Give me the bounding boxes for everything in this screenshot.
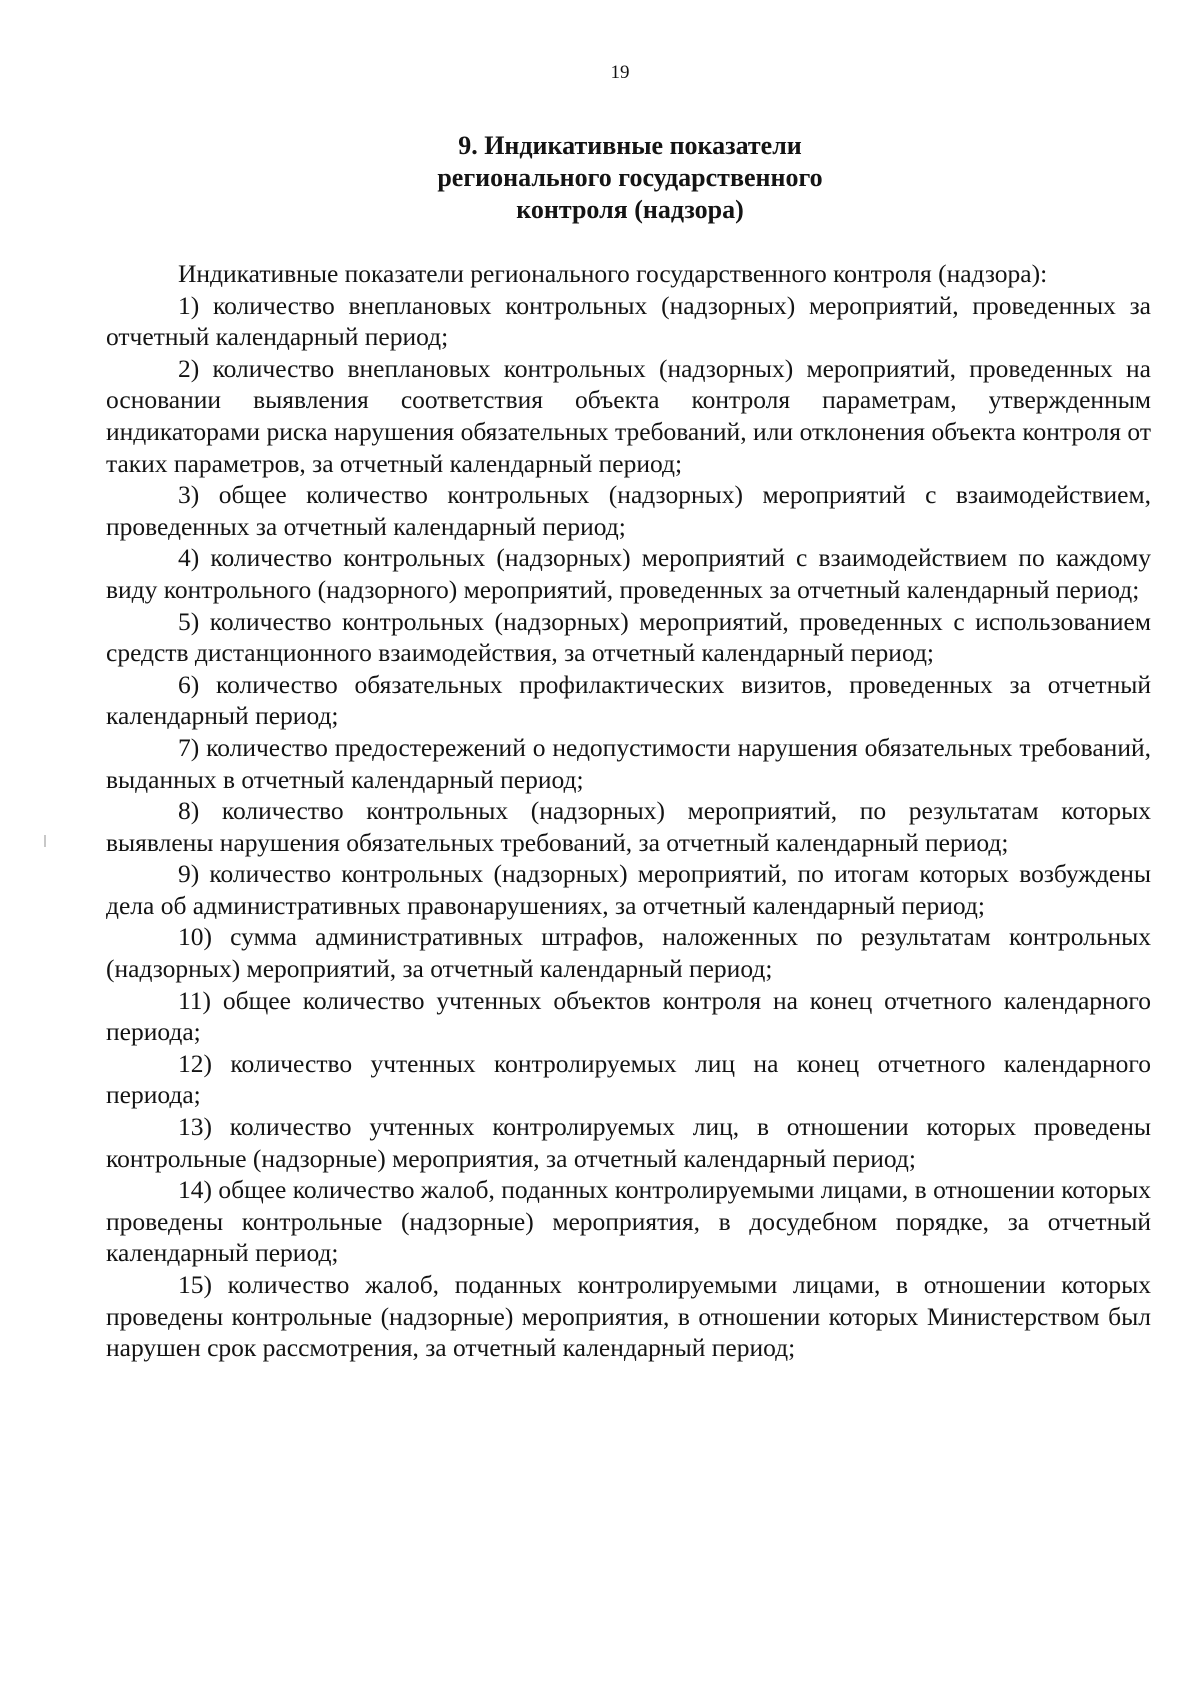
indicator-item-1: 1) количество внеплановых контрольных (надзорных) мероприятий, проведенных за отчетный календарный период; (106, 290, 1151, 352)
indicator-item-13: 13) количество учтенных контролируемых лиц, в отношении которых проведены контрольные (надзорные) мероприятия, за отчетный календарный период; (106, 1112, 1151, 1173)
document-body (106, 258, 1151, 1364)
intro-paragraph: Индикативные показатели регионального государственного контроля (надзора): (178, 259, 1048, 288)
indicator-item-10: 10) сумма административных штрафов, наложенных по результатам контрольных (надзорных) мероприятий, за отчетный календарный период; (106, 922, 1151, 984)
indicator-item-8: 8) количество контрольных (надзорных) мероприятий, по результатам которых выявлены нарушения обязательных требований, за отчетный календарный период; (106, 796, 1151, 857)
indicator-item-7: 7) количество предостережений о недопустимости нарушения обязательных требований, выданных в отчетный календарный период; (106, 732, 1151, 794)
indicator-item-4: 4) количество контрольных (надзорных) мероприятий с взаимодействием по каждому виду контрольного (надзорного) мероприятий, проведенных за отчетный календарный период; (106, 543, 1151, 604)
indicator-item-6: 6) количество обязательных профилактических визитов, проведенных за отчетный календарный период; (106, 669, 1151, 731)
indicator-item-9: 9) количество контрольных (надзорных) мероприятий, по итогам которых возбуждены дела об административных правонарушениях, за отчетный календарный период; (106, 859, 1151, 920)
heading-line-1: 9. Индикативные показатели (458, 131, 802, 160)
indicator-item-2: 2) количество внеплановых контрольных (надзорных) мероприятий, проведенных на основании выявления соответствия объекта контроля параметрам, утвержденным индикаторами риска нарушения обязательных требований, или отклонения объекта контроля от таких параметров, за отчетный календарный период; (106, 353, 1151, 478)
heading-line-2: регионального государственного (437, 163, 823, 192)
indicator-item-15: 15) количество жалоб, поданных контролируемыми лицами, в отношении которых проведены контрольные (надзорные) мероприятия, в отношении которых Министерством был нарушен срок рассмотрения, за отчетный календарный период; (106, 1270, 1151, 1363)
heading-line-3: контроля (надзора) (516, 195, 744, 224)
page-number: 19 (610, 62, 630, 83)
indicator-item-11: 11) общее количество учтенных объектов контроля на конец отчетного календарного периода; (106, 985, 1151, 1047)
scan-artifact (44, 835, 46, 847)
indicator-item-3: 3) общее количество контрольных (надзорных) мероприятий с взаимодействием, проведенных за отчетный календарный период; (106, 480, 1151, 541)
indicator-item-14: 14) общее количество жалоб, поданных контролируемыми лицами, в отношении которых проведены контрольные (надзорные) мероприятия, в досудебном порядке, за отчетный календарный период; (106, 1175, 1151, 1268)
indicator-item-5: 5) количество контрольных (надзорных) мероприятий, проведенных с использованием средств дистанционного взаимодействия, за отчетный календарный период; (106, 606, 1151, 668)
section-heading (0, 130, 1200, 226)
indicator-item-12: 12) количество учтенных контролируемых лиц на конец отчетного календарного периода; (106, 1048, 1151, 1110)
